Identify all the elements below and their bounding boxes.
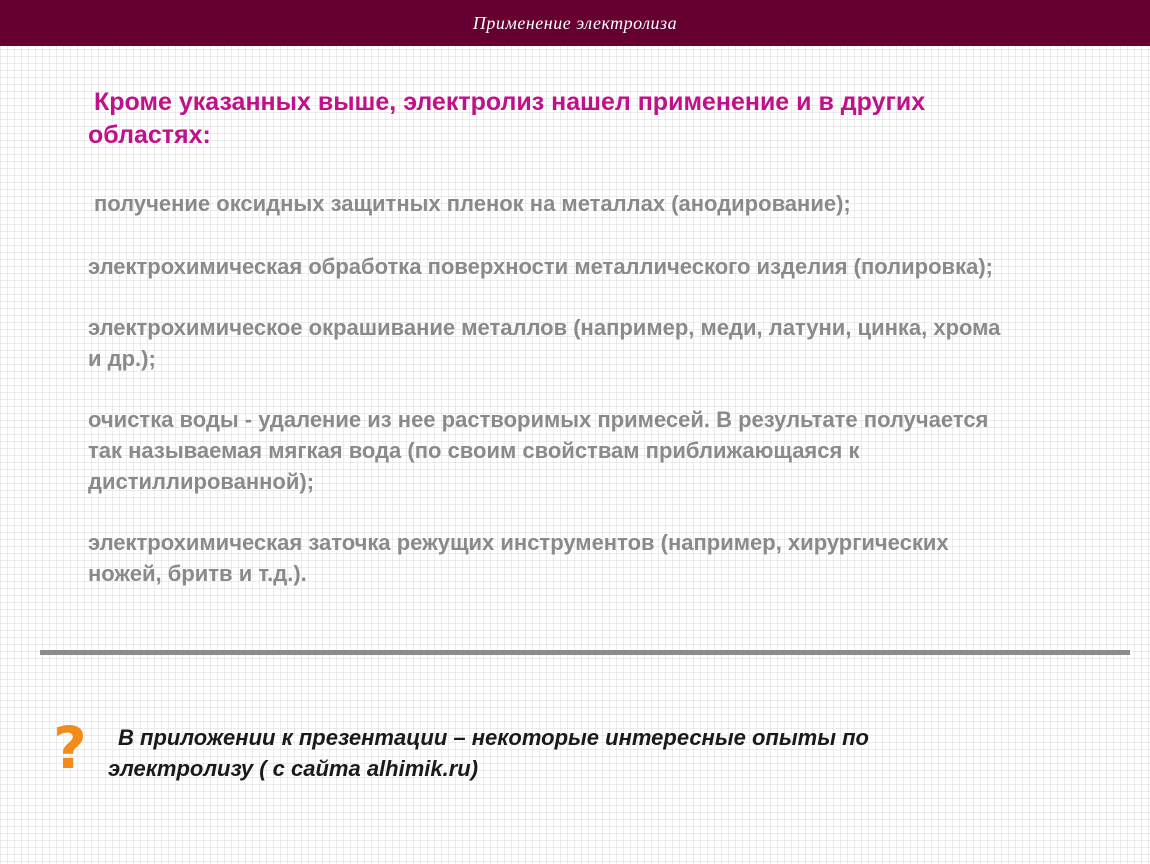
- list-item: получение оксидных защитных пленок на металлах (анодирование);: [94, 191, 851, 216]
- list-item: очистка воды - удаление из нее растворимых примесей. В результате получается так называемая мягкая вода (по своим свойствам приближающаяся к дистиллированной);: [88, 407, 989, 494]
- list-item: электрохимическое окрашивание металлов (например, меди, латуни, цинка, хрома и др.);: [88, 315, 1001, 371]
- section-divider: [40, 650, 1130, 655]
- slide-header: [0, 0, 1150, 46]
- list-item: электрохимическая обработка поверхности металлического изделия (полировка);: [88, 254, 993, 279]
- content-heading: Кроме указанных выше, электролиз нашел применение и в других областях:: [88, 88, 926, 149]
- question-mark-icon: ?: [53, 714, 87, 782]
- appendix-note: В приложении к презентации – некоторые интересные опыты по электролизу ( с сайта alhimik.ru): [108, 725, 869, 781]
- list-item: электрохимическая заточка режущих инструментов (например, хирургических ножей, бритв и т.д.).: [88, 530, 949, 586]
- application-list: [88, 188, 1008, 589]
- slide-title: Применение электролиза: [472, 12, 678, 33]
